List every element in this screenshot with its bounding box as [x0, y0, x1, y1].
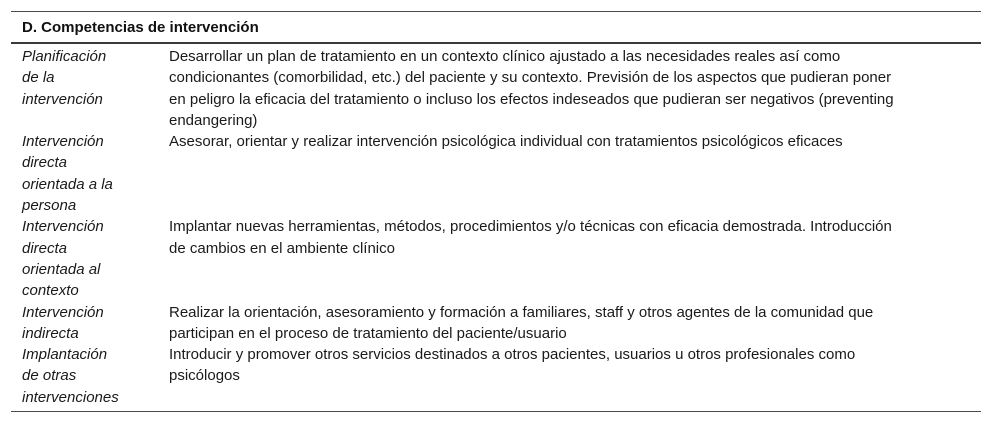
competency-name-line: orientada al [22, 260, 101, 278]
competency-name [11, 131, 169, 216]
competency-name-line: Implantación [22, 346, 108, 364]
competency-description-line: Introducir y promover otros servicios destinados a otros pacientes, usuarios u otros profesionales como [169, 346, 856, 364]
competency-name-line: Intervención [22, 218, 104, 236]
competency-name-line: intervención [22, 90, 103, 108]
competency-description [169, 216, 959, 301]
table-title: D. Competencias de intervención [22, 18, 259, 36]
competency-name-line: directa [22, 239, 68, 257]
table-row [11, 302, 981, 345]
competency-description-line: Realizar la orientación, asesoramiento y formación a familiares, staff y otros agentes de la comunidad que [169, 303, 874, 321]
competency-name [11, 344, 169, 408]
competency-name-line: de la [22, 69, 55, 87]
competency-description-line: Asesorar, orientar y realizar intervención psicológica individual con tratamientos psicológicos eficaces [169, 133, 843, 151]
competency-name-line: contexto [22, 282, 79, 300]
competency-name [11, 46, 169, 131]
table-row [11, 131, 981, 216]
competency-name [11, 302, 169, 345]
competency-description [169, 46, 959, 131]
table-bottom-rule [11, 411, 981, 412]
competency-description [169, 131, 959, 216]
competency-name-line: Intervención [22, 133, 104, 151]
competency-description-line: endangering) [169, 111, 258, 129]
competency-description-line: participan en el proceso de tratamiento del paciente/usuario [169, 324, 567, 342]
competency-description-line: psicólogos [169, 367, 240, 385]
competency-name-line: directa [22, 154, 68, 172]
competency-name [11, 216, 169, 301]
competency-name-line: orientada a la [22, 175, 113, 193]
table-body [11, 44, 981, 408]
competency-description [169, 302, 959, 345]
competencias-table [11, 11, 981, 412]
competency-description-line: en peligro la eficacia del tratamiento o incluso los efectos indeseados que pudieran ser negativos (preventing [169, 90, 894, 108]
competency-description-line: Implantar nuevas herramientas, métodos, procedimientos y/o técnicas con eficacia demostrada. Introducción [169, 218, 892, 236]
competency-name-line: Planificación [22, 48, 107, 65]
competency-name-line: de otras [22, 367, 77, 385]
table-row [11, 344, 981, 408]
competency-name-line: Intervención [22, 303, 104, 321]
table-row [11, 46, 981, 131]
competency-description-line: Desarrollar un plan de tratamiento en un contexto clínico ajustado a las necesidades reales así como [169, 48, 841, 65]
competency-name-line: persona [22, 197, 77, 215]
competency-name-line: intervenciones [22, 388, 119, 406]
competency-name-line: indirecta [22, 324, 79, 342]
competency-description-line: de cambios en el ambiente clínico [169, 239, 395, 257]
competency-description [169, 344, 959, 408]
table-row [11, 216, 981, 301]
competency-description-line: condicionantes (comorbilidad, etc.) del paciente y su contexto. Previsión de los aspectos que pudieran poner [169, 69, 892, 87]
